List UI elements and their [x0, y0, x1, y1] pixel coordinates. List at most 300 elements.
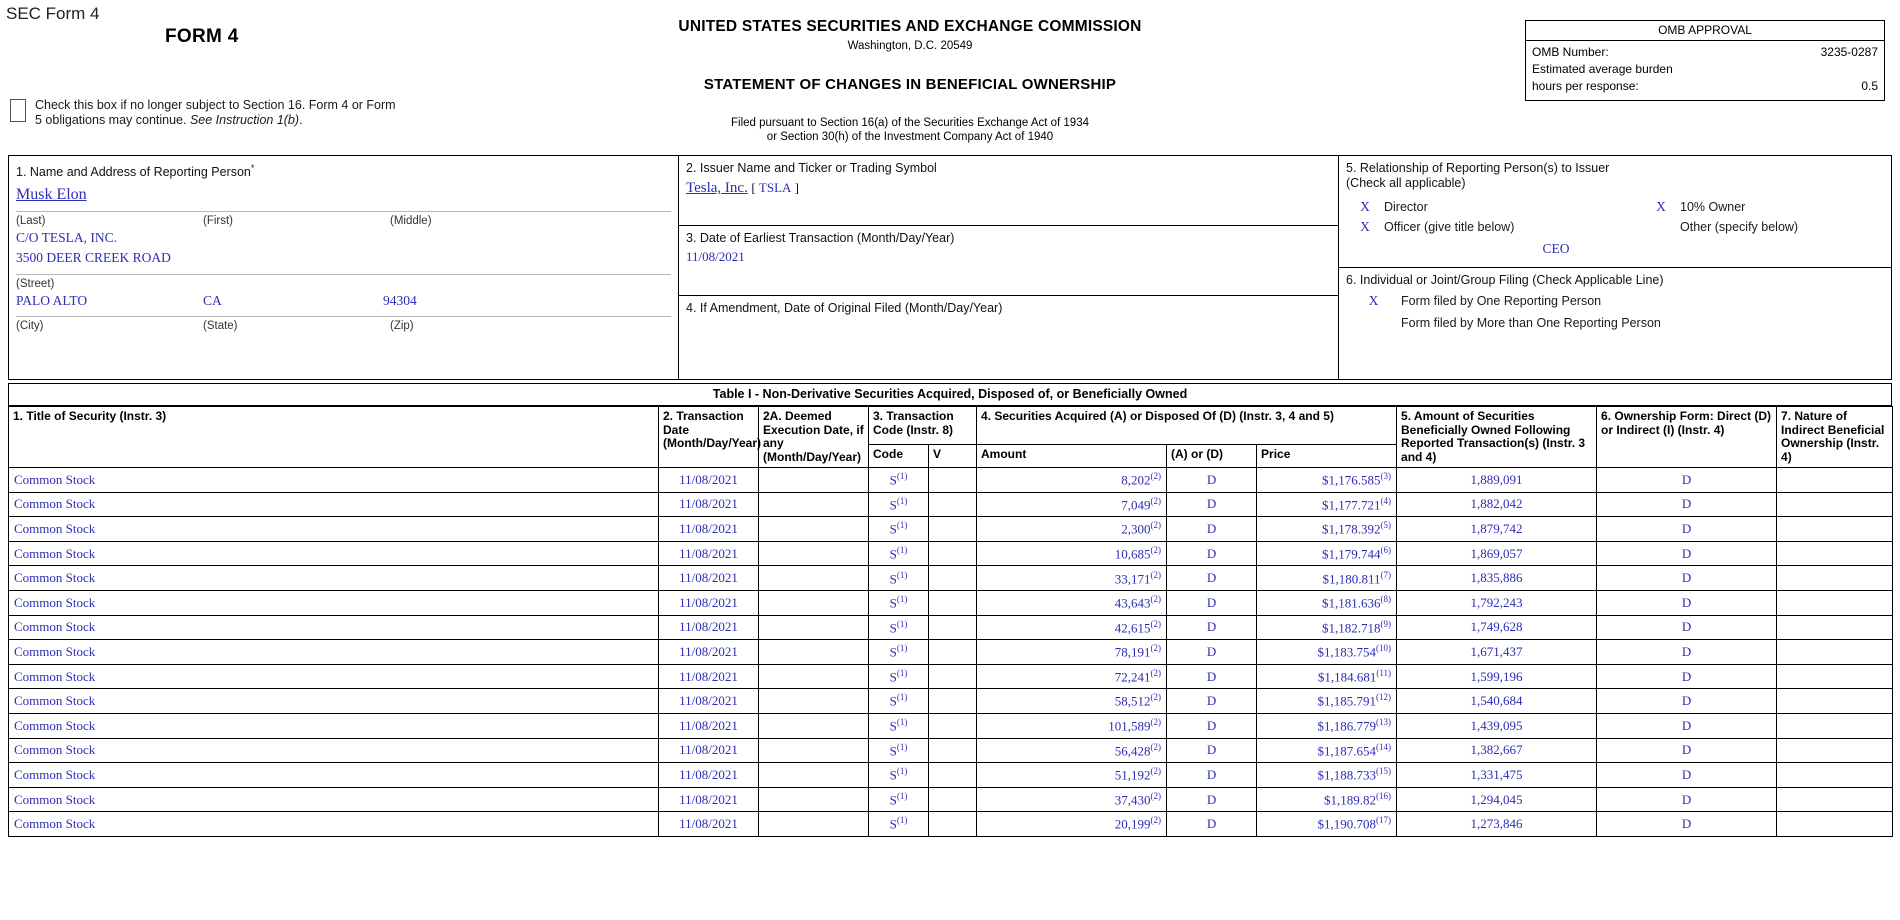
cell-transaction-code: $S^{(1)}$: [869, 615, 929, 640]
cell-deemed-execution-date: [759, 664, 869, 689]
footnote-ref[interactable]: (6): [1380, 544, 1392, 555]
box-2-issuer: [679, 156, 1338, 226]
cell-amount: 56,428$^{(2)}$: [977, 738, 1167, 763]
cell-v: [929, 492, 977, 517]
cell-amount: 58,512$^{(2)}$: [977, 689, 1167, 714]
street-label-row: [16, 275, 671, 290]
cell-a-or-d: D: [1167, 517, 1257, 542]
omb-approval-box: [1525, 20, 1885, 101]
footnote-ref[interactable]: (5): [1380, 520, 1392, 531]
label-middle: (Middle): [390, 215, 432, 228]
cell-nature-of-ownership: [1777, 640, 1893, 665]
table-row: [9, 517, 1893, 542]
footnote-ref[interactable]: (12): [1376, 692, 1392, 703]
cell-nature-of-ownership: [1777, 615, 1893, 640]
cell-title-of-security: Common Stock: [9, 541, 659, 566]
cell-ownership-form: D: [1597, 541, 1777, 566]
cell-title-of-security: Common Stock: [9, 492, 659, 517]
footnote-ref[interactable]: (2): [1150, 692, 1162, 703]
cell-transaction-date: 11/08/2021: [659, 566, 759, 591]
cell-v: [929, 590, 977, 615]
cell-ownership-form: D: [1597, 664, 1777, 689]
name-part-labels: [16, 212, 671, 227]
relationship-row-officer[interactable]: [1346, 217, 1884, 237]
value-state: CA: [203, 293, 222, 309]
omb-number-label: OMB Number:: [1532, 45, 1609, 59]
cell-transaction-date: 11/08/2021: [659, 492, 759, 517]
cell-a-or-d: D: [1167, 812, 1257, 837]
cell-price: $1,177.721$^{(4)}$: [1257, 492, 1397, 517]
omb-burden-label: Estimated average burden: [1532, 62, 1673, 76]
cell-ownership-form: D: [1597, 590, 1777, 615]
many-persons-label: Form filed by More than One Reporting Person: [1401, 316, 1661, 330]
cell-title-of-security: Common Stock: [9, 738, 659, 763]
cell-a-or-d: D: [1167, 763, 1257, 788]
footnote-ref[interactable]: (1): [896, 544, 908, 555]
cell-nature-of-ownership: [1777, 590, 1893, 615]
cell-amount: 7,049$^{(2)}$: [977, 492, 1167, 517]
omb-burden-row: [1532, 61, 1878, 78]
footnote-ref[interactable]: (1): [896, 495, 908, 506]
th-transaction-date: 2. Transaction Date (Month/Day/Year): [659, 407, 759, 468]
cell-title-of-security: Common Stock: [9, 615, 659, 640]
th-transaction-code: 3. Transaction Code (Instr. 8): [869, 407, 977, 445]
label-zip: (Zip): [390, 320, 414, 333]
cell-price: $1,176.585$^{(3)}$: [1257, 468, 1397, 493]
cell-amount: 37,430$^{(2)}$: [977, 787, 1167, 812]
cell-deemed-execution-date: [759, 763, 869, 788]
cell-transaction-date: 11/08/2021: [659, 517, 759, 542]
cell-amount-owned: 1,294,045: [1397, 787, 1597, 812]
footnote-ref[interactable]: (1): [896, 594, 908, 605]
footnote-ref[interactable]: (1): [896, 520, 908, 531]
cell-a-or-d: D: [1167, 787, 1257, 812]
cell-transaction-date: 11/08/2021: [659, 664, 759, 689]
agency-header: [560, 18, 1260, 144]
identity-boxes: [8, 155, 1892, 380]
cell-ownership-form: D: [1597, 763, 1777, 788]
footnote-ref[interactable]: (7): [1380, 569, 1392, 580]
table-row: [9, 590, 1893, 615]
cell-price: $1,187.654$^{(14)}$: [1257, 738, 1397, 763]
cell-amount-owned: 1,599,196: [1397, 664, 1597, 689]
cell-title-of-security: Common Stock: [9, 640, 659, 665]
cell-deemed-execution-date: [759, 738, 869, 763]
footnote-ref[interactable]: (2): [1150, 594, 1162, 605]
label-last: (Last): [16, 215, 46, 228]
table-row: [9, 738, 1893, 763]
cell-amount: 2,300$^{(2)}$: [977, 517, 1167, 542]
section16-checkbox-label: [35, 98, 396, 128]
cell-transaction-code: $S^{(1)}$: [869, 713, 929, 738]
cell-transaction-code: $S^{(1)}$: [869, 468, 929, 493]
cell-price: $1,179.744$^{(6)}$: [1257, 541, 1397, 566]
cell-a-or-d: D: [1167, 664, 1257, 689]
cell-price: $1,188.733$^{(15)}$: [1257, 763, 1397, 788]
cell-transaction-date: 11/08/2021: [659, 787, 759, 812]
director-check-mark[interactable]: X: [1360, 199, 1370, 214]
footnote-ref[interactable]: (1): [896, 471, 908, 482]
omb-number-row: [1532, 44, 1878, 61]
cell-amount: 33,171$^{(2)}$: [977, 566, 1167, 591]
relationship-checks: [1346, 197, 1884, 257]
cell-transaction-code: $S^{(1)}$: [869, 517, 929, 542]
cell-amount-owned: 1,869,057: [1397, 541, 1597, 566]
cell-amount-owned: 1,382,667: [1397, 738, 1597, 763]
cell-ownership-form: D: [1597, 787, 1777, 812]
label-state: (State): [203, 320, 238, 333]
cell-ownership-form: D: [1597, 713, 1777, 738]
ticker-symbol: TSLA: [758, 180, 792, 195]
cell-deemed-execution-date: [759, 640, 869, 665]
cell-price: $1,185.791$^{(12)}$: [1257, 689, 1397, 714]
filed-line-2: or Section 30(h) of the Investment Company Act of 1940: [766, 131, 1054, 143]
cell-transaction-date: 11/08/2021: [659, 640, 759, 665]
cell-v: [929, 541, 977, 566]
footnote-ref[interactable]: (1): [896, 790, 908, 801]
form-title: FORM 4: [165, 26, 239, 47]
cell-title-of-security: Common Stock: [9, 468, 659, 493]
cell-price: $1,180.811$^{(7)}$: [1257, 566, 1397, 591]
footnote-ref[interactable]: (15): [1376, 766, 1392, 777]
cell-amount-owned: 1,273,846: [1397, 812, 1597, 837]
table-1: [8, 406, 1893, 837]
checkbox-line2-em: See Instruction 1(b): [189, 113, 300, 127]
table-row: [9, 541, 1893, 566]
cell-amount-owned: 1,882,042: [1397, 492, 1597, 517]
cell-amount: 8,202$^{(2)}$: [977, 468, 1167, 493]
cell-v: [929, 738, 977, 763]
box-1-reporting-person: [9, 156, 679, 379]
cell-v: [929, 713, 977, 738]
cell-a-or-d: D: [1167, 566, 1257, 591]
cell-transaction-code: $S^{(1)}$: [869, 689, 929, 714]
box5-subtitle: (Check all applicable): [1346, 176, 1466, 190]
filing-row-many-persons[interactable]: [1346, 314, 1884, 333]
footnote-ref[interactable]: (2): [1150, 471, 1162, 482]
footnote-ref[interactable]: (2): [1150, 544, 1162, 555]
cell-amount-owned: 1,792,243: [1397, 590, 1597, 615]
cell-title-of-security: Common Stock: [9, 566, 659, 591]
cell-transaction-code: $S^{(1)}$: [869, 590, 929, 615]
street-line-2: 3500 DEER CREEK ROAD: [16, 250, 171, 266]
cell-transaction-date: 11/08/2021: [659, 763, 759, 788]
omb-body: [1526, 41, 1884, 100]
issuer-name-link[interactable]: Tesla, Inc.: [686, 180, 748, 196]
table-row: [9, 689, 1893, 714]
section16-checkbox[interactable]: [10, 99, 26, 122]
cell-amount-owned: 1,671,437: [1397, 640, 1597, 665]
section16-checkbox-row[interactable]: [10, 98, 410, 128]
footnote-ref[interactable]: (9): [1380, 618, 1392, 629]
cell-nature-of-ownership: [1777, 566, 1893, 591]
cell-amount-owned: 1,835,886: [1397, 566, 1597, 591]
table-row: [9, 615, 1893, 640]
cell-amount-owned: 1,540,684: [1397, 689, 1597, 714]
cell-amount: 42,615$^{(2)}$: [977, 615, 1167, 640]
relationship-row-director[interactable]: [1346, 197, 1884, 217]
cell-transaction-code: $S^{(1)}$: [869, 492, 929, 517]
statement-title: STATEMENT OF CHANGES IN BENEFICIAL OWNERSHIP: [703, 76, 1117, 93]
th-title-of-security: 1. Title of Security (Instr. 3): [9, 407, 659, 468]
footnote-ref[interactable]: (1): [896, 692, 908, 703]
th-amount: Amount: [977, 445, 1167, 468]
box2-title: 2. Issuer Name and Ticker or Trading Symbol: [686, 161, 937, 175]
cell-nature-of-ownership: [1777, 738, 1893, 763]
label-first: (First): [203, 215, 234, 228]
footnote-ref[interactable]: (1): [896, 766, 908, 777]
table-row: [9, 763, 1893, 788]
cell-amount: 101,589$^{(2)}$: [977, 713, 1167, 738]
table-row: [9, 812, 1893, 837]
footnote-ref[interactable]: (13): [1376, 717, 1392, 728]
cell-deemed-execution-date: [759, 566, 869, 591]
cell-amount: 20,199$^{(2)}$: [977, 812, 1167, 837]
cell-amount: 43,643$^{(2)}$: [977, 590, 1167, 615]
cell-price: $1,189.82$^{(16)}$: [1257, 787, 1397, 812]
footnote-ref[interactable]: (11): [1376, 667, 1392, 678]
footnote-ref[interactable]: (1): [896, 741, 908, 752]
cell-title-of-security: Common Stock: [9, 517, 659, 542]
cell-a-or-d: D: [1167, 640, 1257, 665]
cell-ownership-form: D: [1597, 812, 1777, 837]
cell-a-or-d: D: [1167, 738, 1257, 763]
cell-price: $1,183.754$^{(10)}$: [1257, 640, 1397, 665]
cell-title-of-security: Common Stock: [9, 590, 659, 615]
omb-hours-value: 0.5: [1861, 79, 1878, 93]
cell-nature-of-ownership: [1777, 664, 1893, 689]
cell-title-of-security: Common Stock: [9, 664, 659, 689]
box3-title: 3. Date of Earliest Transaction (Month/Day/Year): [686, 231, 955, 245]
one-person-check-mark[interactable]: X: [1368, 293, 1379, 308]
footnote-ref[interactable]: (1): [896, 643, 908, 654]
cell-deemed-execution-date: [759, 615, 869, 640]
table-1-header-row-1: [9, 407, 1893, 445]
cell-amount-owned: 1,439,095: [1397, 713, 1597, 738]
footnote-ref[interactable]: (8): [1380, 594, 1392, 605]
cell-nature-of-ownership: [1777, 763, 1893, 788]
table-1-body: [9, 468, 1893, 837]
footnote-ref[interactable]: (2): [1150, 766, 1162, 777]
box6-title: 6. Individual or Joint/Group Filing (Check Applicable Line): [1346, 273, 1664, 287]
box1-title: 1. Name and Address of Reporting Person*: [16, 163, 255, 180]
footnote-ref[interactable]: (2): [1150, 495, 1162, 506]
cell-price: $1,186.779$^{(13)}$: [1257, 713, 1397, 738]
th-amount-beneficially-owned: 5. Amount of Securities Beneficially Owned Following Reported Transaction(s) (Instr. 3 and 4): [1397, 407, 1597, 468]
checkbox-line2-pre: 5 obligations may continue.: [35, 113, 190, 127]
cell-amount: 72,241$^{(2)}$: [977, 664, 1167, 689]
footnote-ref[interactable]: (4): [1380, 495, 1392, 506]
cell-title-of-security: Common Stock: [9, 713, 659, 738]
cell-a-or-d: D: [1167, 689, 1257, 714]
cell-v: [929, 640, 977, 665]
cell-amount-owned: 1,331,475: [1397, 763, 1597, 788]
cell-v: [929, 787, 977, 812]
footnote-ref[interactable]: (1): [896, 717, 908, 728]
box-5-6-column: [1339, 156, 1891, 379]
omb-title: OMB APPROVAL: [1526, 21, 1884, 41]
officer-label: Officer (give title below): [1384, 220, 1515, 234]
footnote-ref[interactable]: (2): [1150, 643, 1162, 654]
cell-transaction-code: $S^{(1)}$: [869, 664, 929, 689]
cell-transaction-date: 11/08/2021: [659, 812, 759, 837]
tenpercent-label: 10% Owner: [1680, 200, 1746, 214]
footnote-ref[interactable]: (1): [896, 815, 908, 826]
footnote-ref[interactable]: (2): [1150, 815, 1162, 826]
footnote-ref[interactable]: (2): [1150, 667, 1162, 678]
cell-deemed-execution-date: [759, 787, 869, 812]
cell-nature-of-ownership: [1777, 517, 1893, 542]
asterisk-icon: *: [250, 163, 255, 173]
cell-nature-of-ownership: [1777, 812, 1893, 837]
footnote-ref[interactable]: (16): [1376, 790, 1392, 801]
label-street: (Street): [16, 278, 55, 291]
reporting-person-link[interactable]: Musk Elon: [16, 186, 87, 204]
cell-title-of-security: Common Stock: [9, 787, 659, 812]
cell-ownership-form: D: [1597, 566, 1777, 591]
cell-price: $1,181.636$^{(8)}$: [1257, 590, 1397, 615]
cell-deemed-execution-date: [759, 541, 869, 566]
cell-transaction-date: 11/08/2021: [659, 689, 759, 714]
cell-amount-owned: 1,749,628: [1397, 615, 1597, 640]
cell-ownership-form: D: [1597, 517, 1777, 542]
cell-a-or-d: D: [1167, 541, 1257, 566]
other-label: Other (specify below): [1680, 220, 1799, 234]
form-header: [0, 0, 1900, 150]
box-5-relationship: [1339, 156, 1891, 268]
cell-transaction-code: $S^{(1)}$: [869, 566, 929, 591]
checkbox-line2-post: .: [299, 113, 303, 127]
table-row: [9, 713, 1893, 738]
tenpercent-check-mark[interactable]: X: [1656, 199, 1666, 214]
box4-value: [686, 316, 1331, 319]
cell-deemed-execution-date: [759, 590, 869, 615]
cell-v: [929, 664, 977, 689]
box3-value: 11/08/2021: [686, 249, 745, 264]
footnote-ref[interactable]: (2): [1150, 618, 1162, 629]
table-row: [9, 640, 1893, 665]
table-1-wrapper: [8, 383, 1892, 837]
footnote-ref[interactable]: (17): [1376, 815, 1392, 826]
th-price: Price: [1257, 445, 1397, 468]
footnote-ref[interactable]: (10): [1376, 643, 1392, 654]
cell-transaction-code: $S^{(1)}$: [869, 812, 929, 837]
cell-deemed-execution-date: [759, 812, 869, 837]
footnote-ref[interactable]: (2): [1150, 741, 1162, 752]
cell-price: $1,178.392$^{(5)}$: [1257, 517, 1397, 542]
box-4-amendment-date: [679, 296, 1338, 379]
cell-transaction-code: $S^{(1)}$: [869, 763, 929, 788]
doc-label: SEC Form 4: [6, 4, 100, 23]
cell-v: [929, 468, 977, 493]
agency-address: Washington, D.C. 20549: [847, 40, 973, 52]
officer-check-mark[interactable]: X: [1360, 219, 1370, 234]
agency-name: UNITED STATES SECURITIES AND EXCHANGE COMMISSION: [678, 18, 1142, 35]
footnote-ref[interactable]: (2): [1150, 790, 1162, 801]
omb-number-value: 3235-0287: [1820, 45, 1878, 59]
footnote-ref[interactable]: (1): [896, 667, 908, 678]
cell-amount: 10,685$^{(2)}$: [977, 541, 1167, 566]
cell-transaction-code: $S^{(1)}$: [869, 787, 929, 812]
cell-ownership-form: D: [1597, 615, 1777, 640]
cell-title-of-security: Common Stock: [9, 763, 659, 788]
footnote-ref[interactable]: (3): [1380, 471, 1392, 482]
box-6-filing-type: [1339, 268, 1891, 379]
table-1-caption: Table I - Non-Derivative Securities Acquired, Disposed of, or Beneficially Owned: [8, 383, 1892, 406]
filed-pursuant-text: [560, 116, 1260, 144]
value-zip: 94304: [383, 293, 417, 309]
cell-price: $1,190.708$^{(17)}$: [1257, 812, 1397, 837]
th-code: Code: [869, 445, 929, 468]
cell-title-of-security: Common Stock: [9, 689, 659, 714]
ticker-wrap: [ TSLA ]: [751, 180, 800, 195]
cell-v: [929, 763, 977, 788]
box-3-earliest-transaction-date: [679, 226, 1338, 296]
cell-deemed-execution-date: [759, 492, 869, 517]
th-a-or-d: (A) or (D): [1167, 445, 1257, 468]
box-2-3-4-column: [679, 156, 1339, 379]
filing-row-one-person[interactable]: [1346, 291, 1884, 311]
cell-transaction-code: $S^{(1)}$: [869, 640, 929, 665]
cell-ownership-form: D: [1597, 492, 1777, 517]
cell-transaction-date: 11/08/2021: [659, 615, 759, 640]
cell-nature-of-ownership: [1777, 492, 1893, 517]
city-state-zip-values: [16, 290, 671, 309]
th-v: V: [929, 445, 977, 468]
cell-nature-of-ownership: [1777, 787, 1893, 812]
cell-v: [929, 517, 977, 542]
city-state-zip-labels: [16, 317, 671, 332]
table-row: [9, 787, 1893, 812]
footnote-ref[interactable]: (2): [1150, 717, 1162, 728]
cell-a-or-d: D: [1167, 468, 1257, 493]
label-city: (City): [16, 320, 44, 333]
cell-amount-owned: 1,879,742: [1397, 517, 1597, 542]
officer-title-value: CEO: [1542, 241, 1570, 256]
cell-nature-of-ownership: [1777, 541, 1893, 566]
table-row: [9, 664, 1893, 689]
cell-transaction-date: 11/08/2021: [659, 468, 759, 493]
cell-a-or-d: D: [1167, 492, 1257, 517]
omb-hours-label: hours per response:: [1532, 79, 1639, 93]
cell-a-or-d: D: [1167, 590, 1257, 615]
footnote-ref[interactable]: (2): [1150, 520, 1162, 531]
cell-ownership-form: D: [1597, 640, 1777, 665]
cell-a-or-d: D: [1167, 713, 1257, 738]
th-ownership-form: 6. Ownership Form: Direct (D) or Indirect (I) (Instr. 4): [1597, 407, 1777, 468]
cell-v: [929, 566, 977, 591]
cell-deemed-execution-date: [759, 468, 869, 493]
cell-v: [929, 615, 977, 640]
box5-title: 5. Relationship of Reporting Person(s) to Issuer: [1346, 161, 1610, 175]
footnote-ref[interactable]: (2): [1150, 569, 1162, 580]
cell-v: [929, 689, 977, 714]
footnote-ref[interactable]: (1): [896, 569, 908, 580]
cell-deemed-execution-date: [759, 713, 869, 738]
checkbox-line1: Check this box if no longer subject to Section 16. Form 4 or Form: [35, 98, 396, 112]
th-securities-acquired-disposed: 4. Securities Acquired (A) or Disposed Of (D) (Instr. 3, 4 and 5): [977, 407, 1397, 445]
cell-nature-of-ownership: [1777, 689, 1893, 714]
table-row: [9, 566, 1893, 591]
cell-price: $1,184.681$^{(11)}$: [1257, 664, 1397, 689]
director-label: Director: [1384, 200, 1428, 214]
th-deemed-execution-date: 2A. Deemed Execution Date, if any (Month/Day/Year): [759, 407, 869, 468]
cell-title-of-security: Common Stock: [9, 812, 659, 837]
cell-transaction-date: 11/08/2021: [659, 713, 759, 738]
cell-transaction-date: 11/08/2021: [659, 738, 759, 763]
footnote-ref[interactable]: (14): [1376, 741, 1392, 752]
footnote-ref[interactable]: (1): [896, 618, 908, 629]
